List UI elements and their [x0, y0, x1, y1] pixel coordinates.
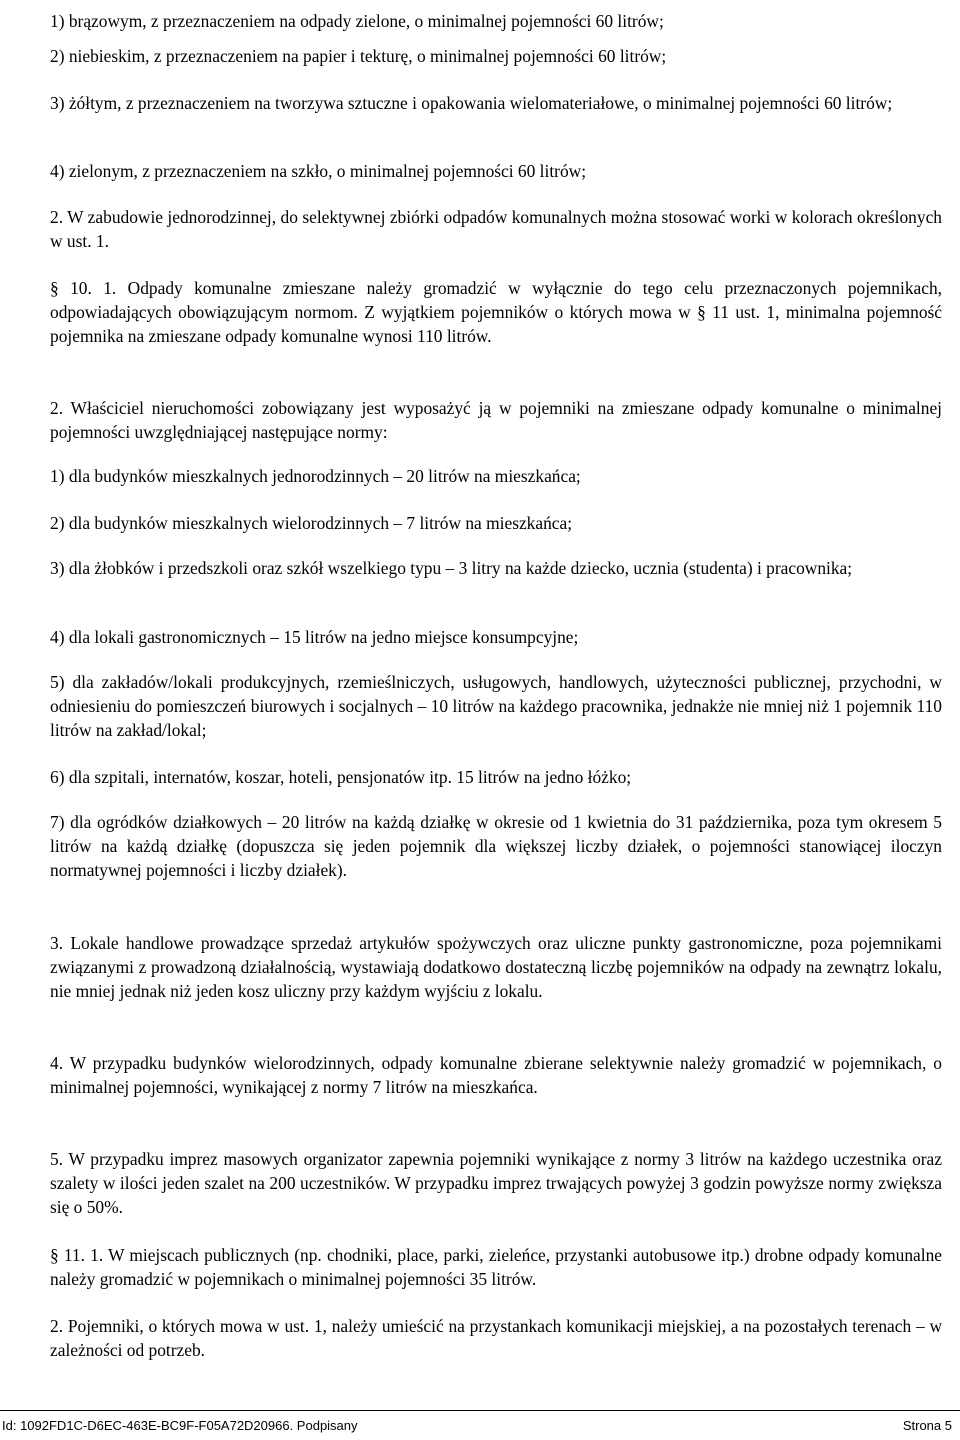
paragraph-item-2-blue: 2) niebieskim, z przeznaczeniem na papier i tekturę, o minimalnej pojemności 60 litrów;: [50, 46, 667, 66]
paragraph-norm-7: 7) dla ogródków działkowych – 20 litrów na każdą działkę w okresie od 1 kwietnia do 31 października, poza tym okresem 5 litrów na każdą działkę (dopuszcza się jeden pojemnik dla większej liczby działek, o pojemności stanowiącej iloczyn normatywnej pojemności i liczby działek).: [50, 812, 942, 880]
paragraph-section-11-1: § 11. 1. W miejscach publicznych (np. chodniki, place, parki, zieleńce, przystanki autobusowe itp.) drobne odpady komunalne należy gromadzić w pojemnikach o minimalnej pojemności 35 litrów.: [50, 1245, 942, 1289]
footer-page-number: Strona 5: [902, 1418, 952, 1433]
paragraph-norm-4: 4) dla lokali gastronomicznych – 15 litrów na jedno miejsce konsumpcyjne;: [50, 627, 579, 647]
paragraph-norm-5: 5) dla zakładów/lokali produkcyjnych, rzemieślniczych, usługowych, handlowych, użyteczności publicznej, przychodni, w odniesieniu do pomieszczeń biurowych i socjalnych – 10 litrów na każdego pracownika, jednakże nie mniej niż 1 pojemnik 110 litrów na zakład/lokal;: [50, 672, 942, 740]
paragraph-norm-2: 2) dla budynków mieszkalnych wielorodzinnych – 7 litrów na mieszkańca;: [50, 513, 573, 533]
paragraph-section-2-bags: 2. W zabudowie jednorodzinnej, do selektywnej zbiórki odpadów komunalnych można stosować worki w kolorach określonych w ust. 1.: [50, 207, 942, 251]
paragraph-section-10-1: § 10. 1. Odpady komunalne zmieszane należy gromadzić w wyłącznie do tego celu przeznaczonych pojemnikach, odpowiadających obowiązującym normom. Z wyjątkiem pojemników o których mowa w § 11 ust. 1, minimalna pojemność pojemnika na zmieszane odpady komunalne wynosi 110 litrów.: [50, 278, 942, 346]
paragraph-norm-6: 6) dla szpitali, internatów, koszar, hoteli, pensjonatów itp. 15 litrów na jedno łóżko;: [50, 767, 632, 787]
paragraph-section-10-4: 4. W przypadku budynków wielorodzinnych, odpady komunalne zbierane selektywnie należy gromadzić w pojemnikach, o minimalnej pojemności, wynikającej z normy 7 litrów na mieszkańca.: [50, 1053, 942, 1097]
paragraph-section-10-2: 2. Właściciel nieruchomości zobowiązany jest wyposażyć ją w pojemniki na zmieszane odpady komunalne o minimalnej pojemności uwzględniającej następujące normy:: [50, 398, 942, 442]
footer-divider: [0, 1410, 960, 1411]
paragraph-norm-3: 3) dla żłobków i przedszkoli oraz szkół wszelkiego typu – 3 litry na każde dziecko, ucznia (studenta) i pracownika;: [50, 558, 853, 578]
paragraph-section-10-3: 3. Lokale handlowe prowadzące sprzedaż artykułów spożywczych oraz uliczne punkty gastronomiczne, poza pojemnikami związanymi z prowadzoną działalnością, wystawiają dodatkowo dostateczną liczbę pojemników na odpady na zewnątrz lokalu, nie mniej jednak niż jeden kosz uliczny przy każdym wyjściu z lokalu.: [50, 933, 942, 1001]
paragraph-item-3-yellow: 3) żółtym, z przeznaczeniem na tworzywa sztuczne i opakowania wielomateriałowe, o minimalnej pojemności 60 litrów;: [50, 93, 893, 113]
paragraph-section-10-5: 5. W przypadku imprez masowych organizator zapewnia pojemniki wynikające z normy 3 litrów na każdego uczestnika oraz szalety w ilości jeden szalet na 200 uczestników. W przypadku imprez trwających powyżej 3 godzin powyższe normy zwiększa się o 50%.: [50, 1149, 942, 1217]
paragraph-item-1-brown: 1) brązowym, z przeznaczeniem na odpady zielone, o minimalnej pojemności 60 litrów;: [50, 11, 664, 31]
footer-document-id: Id: 1092FD1C-D6EC-463E-BC9F-F05A72D20966. Podpisany: [2, 1418, 358, 1433]
paragraph-norm-1: 1) dla budynków mieszkalnych jednorodzinnych – 20 litrów na mieszkańca;: [50, 466, 581, 486]
paragraph-item-4-green: 4) zielonym, z przeznaczeniem na szkło, o minimalnej pojemności 60 litrów;: [50, 161, 587, 181]
paragraph-section-11-2: 2. Pojemniki, o których mowa w ust. 1, należy umieścić na przystankach komunikacji miejskiej, a na pozostałych terenach – w zależności od potrzeb.: [50, 1316, 942, 1360]
